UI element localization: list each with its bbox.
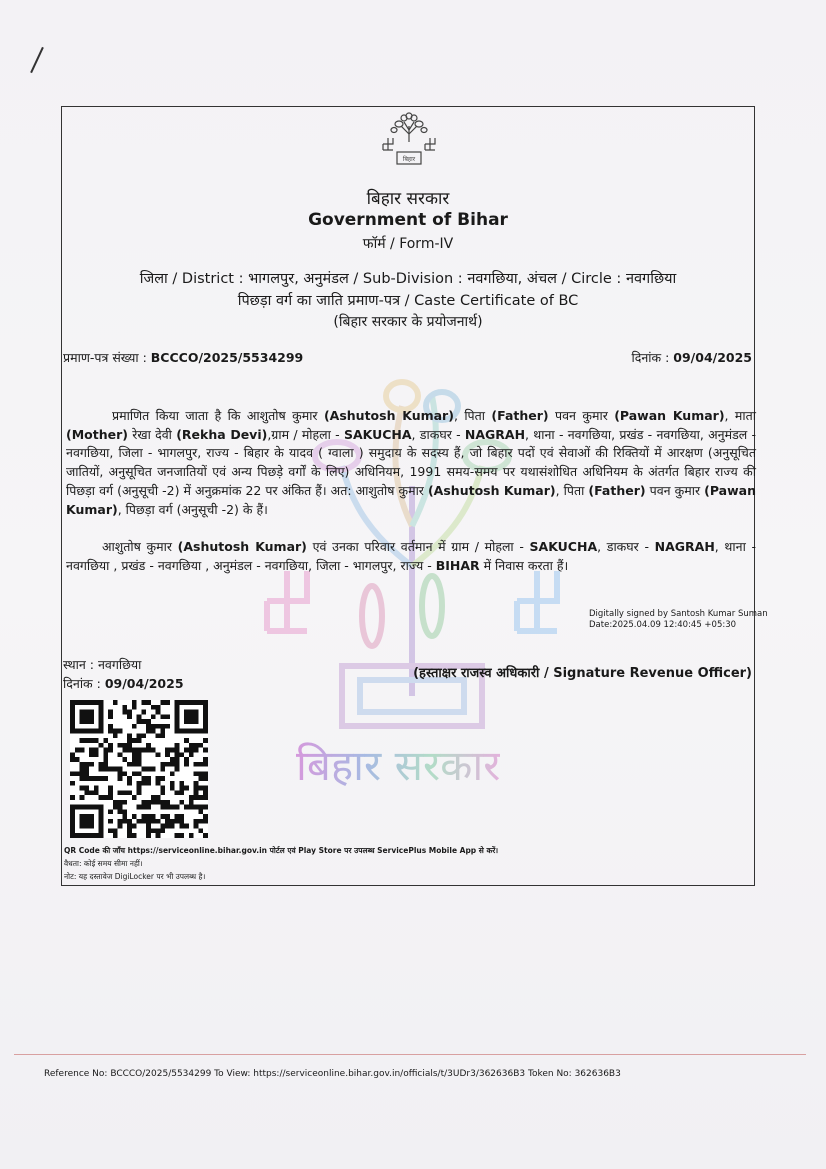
para1-text: , माता (724, 408, 756, 423)
para2-text: में निवास करता हैं। (479, 557, 569, 573)
page-title: Government of Bihar (308, 210, 508, 230)
para1-village: SAKUCHA (343, 426, 412, 442)
digital-signature-signer: Digitally signed by Santosh Kumar Suman (589, 609, 768, 619)
para1-post-office: NAGRAH (464, 426, 526, 442)
digital-signature-date: Date:2025.04.09 12:40:45 +05:30 (589, 620, 737, 630)
subdivision-value: नवगछिया (467, 271, 518, 287)
para1-father-label: (Father) (588, 482, 646, 498)
form-label: फॉर्म / Form-IV (362, 236, 454, 252)
circle-value: नवगछिया (625, 271, 677, 287)
circle-label: , अंचल / Circle : (517, 271, 626, 287)
para1-text: पवन कुमार (548, 408, 615, 423)
footer-divider (14, 1054, 806, 1055)
para1-text: ,ग्राम / मोहला - (267, 426, 344, 442)
para2-text: एवं उनका परिवार वर्तमान में ग्राम / मोहला - (306, 539, 530, 554)
bottom-date-value: 09/04/2025 (104, 676, 184, 691)
para1-father-label: (Father) (491, 408, 549, 423)
district-label: जिला / District : (139, 271, 249, 287)
para1-father-name-en: (Pawan Kumar) (614, 408, 725, 423)
certificate-title: पिछड़ा वर्ग का जाति प्रमाण-पत्र / Caste Certificate of BC (237, 293, 579, 309)
location-line (61, 268, 755, 288)
place (63, 656, 141, 673)
para1-mother-label: (Mother) (66, 426, 128, 442)
signatory-title (413, 663, 752, 681)
para2-text: , डाकघर - (597, 539, 655, 554)
place-value: नवगछिया (97, 657, 142, 672)
para2-village: SAKUCHA (529, 539, 598, 554)
bihar-emblem-icon (379, 112, 439, 168)
certificate-purpose: (बिहार सरकार के प्रयोजनार्थ) (333, 314, 483, 330)
certificate-number (63, 349, 303, 366)
para2-text: , थाना - नवगछिया , प्रखंड - नवगछिया , अनुमंडल - नवगछिया, जिला - भागलपुर, राज्य - (66, 539, 756, 573)
para2-post-office: NAGRAH (654, 539, 715, 554)
para2-text: आशुतोष कुमार (102, 539, 178, 554)
issue-date-value: 09/04/2025 (673, 350, 752, 365)
para1-text: , पिता (555, 482, 589, 498)
para1-text: , थाना - नवगछिया, प्रखंड - नवगछिया, अनुमंडल - नवगछिया, जिला - भागलपुर, राज्य - बिहार के यादव ( ग्वाला ) समुदाय के सदस्य हैं, जो बिहार पदों एवं सेवाओं की रिक्तियों में आरक्षण (अनुसूचित जातियों, अनुसूचित जनजातियों एवं अन्य पिछड़े वर्गों के लिए) अधिनियम, 1991 समय-समय पर यथासंशोधित अधिनियम के अंतर्गत बिहार राज्य की पिछड़ा वर्ग (अनुसूची -2) में अनुक्रमांक 22 पर अंकित हैं। अत: आशुतोष कुमार (66, 426, 757, 498)
certification-paragraph (66, 407, 756, 519)
watermark-text: बिहार सरकार (296, 736, 500, 793)
qr-verification-note: QR Code की जाँच https://serviceonline.bihar.gov.in पोर्टल एवं Play Store पर उपलब्ध ServicePlus Mobile App से करें। (64, 846, 499, 855)
issue-date (631, 349, 752, 366)
district-value: भागलपुर (248, 271, 295, 287)
bottom-date-label: दिनांक : (63, 676, 105, 691)
para1-text: रेखा देवी (127, 426, 177, 442)
bottom-date (63, 675, 184, 692)
para2-state: BIHAR (435, 557, 480, 573)
header-hindi-title: बिहार सरकार (366, 189, 450, 209)
residence-paragraph (66, 538, 756, 575)
para1-name-en: (Ashutosh Kumar) (427, 482, 556, 498)
signatory-text: (हस्ताक्षर राजस्व अधिकारी / Signature Revenue Officer) (413, 666, 752, 681)
place-label: स्थान : (63, 657, 98, 672)
para1-text: , डाकघर - (411, 426, 465, 442)
emblem-text: बिहार (402, 156, 416, 163)
para1-name-en: (Ashutosh Kumar) (323, 408, 454, 423)
cert-number-label: प्रमाण-पत्र संख्या : (63, 350, 151, 365)
para1-text: , पिता (453, 408, 492, 423)
validity-note: वैधता: कोई समय सीमा नहीं। (64, 859, 143, 868)
para2-name-en: (Ashutosh Kumar) (177, 539, 307, 554)
para1-father-name-en: (Pawan Kumar) (66, 482, 756, 517)
para1-mother-name-en: (Rekha Devi) (176, 426, 268, 442)
para1-text: , पिछड़ा वर्ग (अनुसूची -2) के हैं। (117, 501, 268, 517)
digilocker-note: नोट: यह दस्तावेज DigiLocker पर भी उपलब्ध है। (64, 872, 206, 881)
para1-text: प्रमाणित किया जाता है कि आशुतोष कुमार (112, 408, 324, 423)
qr-code[interactable] (70, 700, 208, 838)
footer-reference: Reference No: BCCCO/2025/5534299 To View: https://serviceonline.bihar.gov.in/officials/t/3UDr3/362636B3 Token No: 362636B3 (44, 1069, 621, 1079)
subdivision-label: , अनुमंडल / Sub-Division : (294, 271, 468, 287)
digital-signature (589, 609, 768, 631)
para1-text: पवन कुमार (645, 482, 705, 498)
issue-date-label: दिनांक : (631, 350, 674, 365)
cert-number-value: BCCCO/2025/5534299 (150, 350, 304, 365)
